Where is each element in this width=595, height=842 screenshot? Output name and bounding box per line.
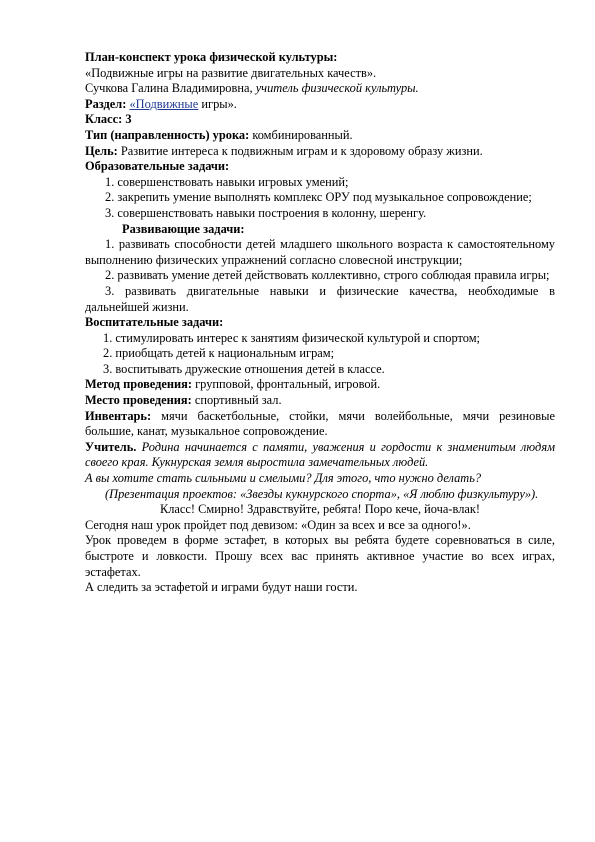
author-name: Сучкова Галина Владимировна, [85, 81, 256, 96]
inventory-value: мячи баскетбольные, стойки, мячи волейбольные, мячи резиновые большие, канат, музыкальное сопровождение. [85, 408, 555, 439]
dev-heading: Развивающие задачи: [122, 221, 245, 236]
edu-item-1: 1. совершенствовать навыки игровых умений; [105, 174, 349, 189]
presentation-line: (Презентация проектов: «Звезды кукнурского спорта», «Я люблю физкультуру»). [105, 486, 539, 501]
type-line [85, 128, 555, 144]
upb-item-2: 2. приобщать детей к национальным играм; [103, 346, 335, 361]
guests-line: А следить за эстафетой и играми будут наши гости. [85, 580, 358, 595]
section-label: Раздел: [85, 96, 130, 111]
type-value: комбинированный. [252, 127, 353, 142]
author-line [85, 81, 555, 97]
place-line [85, 393, 555, 409]
edu-heading: Образовательные задачи: [85, 159, 230, 174]
goal-label: Цель: [85, 143, 121, 158]
goal-line [85, 144, 555, 160]
section-line [85, 97, 555, 113]
greeting-line: Класс! Смирно! Здравствуйте, ребята! Поро кече, йоча-влак! [159, 502, 481, 517]
dev-item-2: 2. развивать умение детей действовать коллективно, строго соблюдая правила игры; [105, 268, 550, 283]
author-role: учитель физической культуры. [255, 81, 419, 96]
title-line-1: План-конспект урока физической культуры: [85, 50, 338, 64]
edu-item-2: 2. закрепить умение выполнять комплекс ОРУ под музыкальное сопровождение; [105, 190, 532, 205]
title-line-2: «Подвижные игры на развитие двигательных качеств». [85, 65, 377, 80]
section-rest: игры». [198, 96, 237, 111]
place-label: Место проведения: [85, 393, 195, 408]
upb-item-1: 1. стимулировать интерес к занятиям физической культурой и спортом; [103, 330, 481, 345]
class-line: Класс: 3 [85, 112, 132, 127]
question-line: А вы хотите стать сильными и смелыми? Для этого, что нужно делать? [85, 471, 482, 486]
goal-value: Развитие интереса к подвижным играм и к здоровому образу жизни. [120, 143, 483, 158]
dev-item-3: 3. развивать двигательные навыки и физические качества, необходимые в дальнейшей жизни. [85, 283, 555, 314]
upb-item-3: 3. воспитывать дружеские отношения детей в классе. [103, 361, 385, 376]
method-label: Метод проведения: [85, 377, 196, 392]
type-label: Тип (направленность) урока: [85, 127, 253, 142]
inventory-label: Инвентарь: [85, 408, 162, 423]
method-value: групповой, фронтальный, игровой. [195, 377, 381, 392]
place-value: спортивный зал. [194, 393, 282, 408]
upb-heading: Воспитательные задачи: [85, 315, 224, 330]
edu-item-3: 3. совершенствовать навыки построения в колонну, шеренгу. [105, 205, 427, 220]
method-line [85, 377, 555, 393]
dev-item-1: 1. развивать способности детей младшего школьного возраста к самостоятельному выполнению физических упражнений согласно словесной инструкции; [85, 237, 555, 267]
relay-line: Урок проведем в форме эстафет, в которых вы ребята будете соревноваться в силе, быстроте и ловкости. Прошу всех вас принять активное участие во всех играх, эстафетах. [85, 533, 555, 579]
section-link[interactable]: «Подвижные [129, 96, 199, 111]
motto-line: Сегодня наш урок пройдет под девизом: «Один за всех и все за одного!». [85, 517, 471, 532]
inventory-line [85, 409, 555, 440]
lesson-plan-text [85, 50, 555, 596]
teacher-text: Родина начинается с памяти, уважения и гордости к знаменитым людям своего края. Кукнурская земля выростила замечательных людей. [85, 439, 555, 470]
teacher-line [85, 440, 555, 471]
teacher-label: Учитель. [85, 439, 142, 454]
